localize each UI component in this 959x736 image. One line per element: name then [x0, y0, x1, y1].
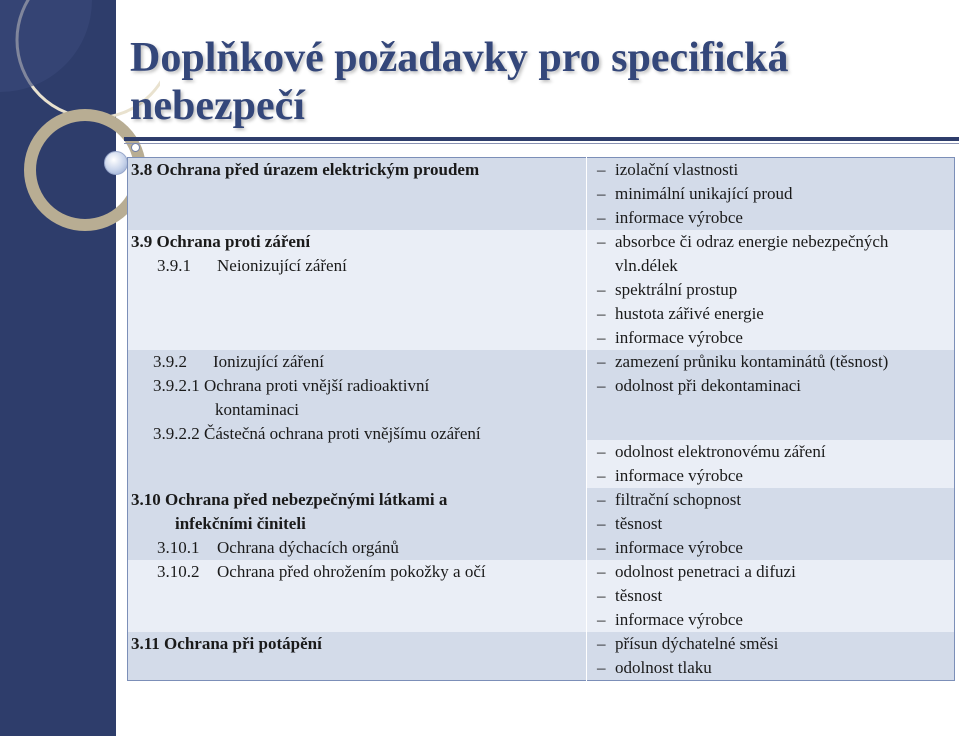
- subsection-number: 3.10.1: [157, 538, 200, 557]
- subsection-number: 3.10.2: [157, 562, 200, 581]
- requirement-item: – informace výrobce: [593, 206, 951, 230]
- hazard-cell: [128, 158, 587, 231]
- requirement-item: – informace výrobce: [593, 326, 951, 350]
- requirement-item: – odolnost tlaku: [593, 656, 951, 680]
- table-row: [128, 350, 955, 440]
- subsection-text: Ionizující záření: [213, 352, 324, 371]
- table-row: [128, 488, 955, 560]
- subsection: 3.9.2.2 Částečná ochrana proti vnějšímu ozáření: [153, 424, 481, 443]
- requirement-item: – informace výrobce: [593, 464, 951, 488]
- requirements-table: [127, 157, 955, 681]
- corner-disc: [0, 0, 92, 92]
- subsection-text: Ochrana dýchacích orgánů: [217, 538, 399, 557]
- title-divider: [124, 137, 959, 141]
- bullet-dot-small: [131, 143, 140, 152]
- subsection: [131, 350, 583, 374]
- hazard-cell: [128, 350, 587, 488]
- subsection-number: 3.9.2: [153, 352, 187, 371]
- hazard-cell: [128, 632, 587, 681]
- subsection-continuation: kontaminaci: [215, 400, 300, 419]
- section-heading-cont: infekčními činiteli: [175, 514, 306, 533]
- requirement-item: – zamezení průniku kontaminátů (těsnost): [593, 350, 951, 374]
- requirement-item: – odolnost elektronovému záření: [593, 440, 951, 464]
- requirements-cell: [587, 488, 955, 560]
- section-heading: 3.9 Ochrana proti záření: [131, 232, 311, 251]
- table-row: [128, 560, 955, 632]
- hazard-cell: [128, 230, 587, 350]
- requirements-cell: [587, 632, 955, 681]
- section-heading: 3.8 Ochrana před úrazem elektrickým proudem: [131, 160, 480, 179]
- table-row: [128, 230, 955, 350]
- requirements-cell: [587, 560, 955, 632]
- requirement-item: – těsnost: [593, 584, 951, 608]
- subsection: 3.9.2.1 Ochrana proti vnější radioaktivní: [153, 376, 430, 395]
- requirement-item: – informace výrobce: [593, 536, 951, 560]
- requirements-cell: [587, 230, 955, 350]
- requirement-item: – odolnost penetraci a difuzi: [593, 560, 951, 584]
- requirement-item: – hustota zářivé energie: [593, 302, 951, 326]
- requirements-cell: [587, 350, 955, 440]
- subsection: [131, 254, 583, 278]
- requirements-cell: [587, 158, 955, 231]
- table-row: [128, 632, 955, 681]
- subsection: [131, 560, 583, 584]
- subsection-text: Neionizující záření: [217, 256, 347, 275]
- requirement-item: – minimální unikající proud: [593, 182, 951, 206]
- requirement-item: – těsnost: [593, 512, 951, 536]
- requirement-item: – odolnost při dekontaminaci: [593, 374, 951, 398]
- bullet-dot-large: [104, 151, 128, 175]
- requirement-item: – informace výrobce: [593, 608, 951, 632]
- requirements-cell: [587, 440, 955, 488]
- subsection-text: Ochrana před ohrožením pokožky a očí: [217, 562, 486, 581]
- subsection: [131, 536, 583, 560]
- section-heading: 3.11 Ochrana při potápění: [131, 634, 322, 653]
- requirement-item: – spektrální prostup: [593, 278, 951, 302]
- hazard-cell: [128, 560, 587, 632]
- title-divider-thin: [124, 143, 959, 144]
- section-heading: 3.10 Ochrana před nebezpečnými látkami a: [131, 490, 448, 509]
- requirement-item: – přísun dýchatelné směsi: [593, 632, 951, 656]
- requirement-item: – absorbce či odraz energie nebezpečných vln.délek: [593, 230, 951, 278]
- subsection-number: 3.9.1: [157, 256, 191, 275]
- hazard-cell: [128, 488, 587, 560]
- slide-title: Doplňkové požadavky pro specifická nebezpečí: [130, 35, 789, 129]
- requirement-item: – izolační vlastnosti: [593, 158, 951, 182]
- requirement-item: – filtrační schopnost: [593, 488, 951, 512]
- table-row: [128, 158, 955, 231]
